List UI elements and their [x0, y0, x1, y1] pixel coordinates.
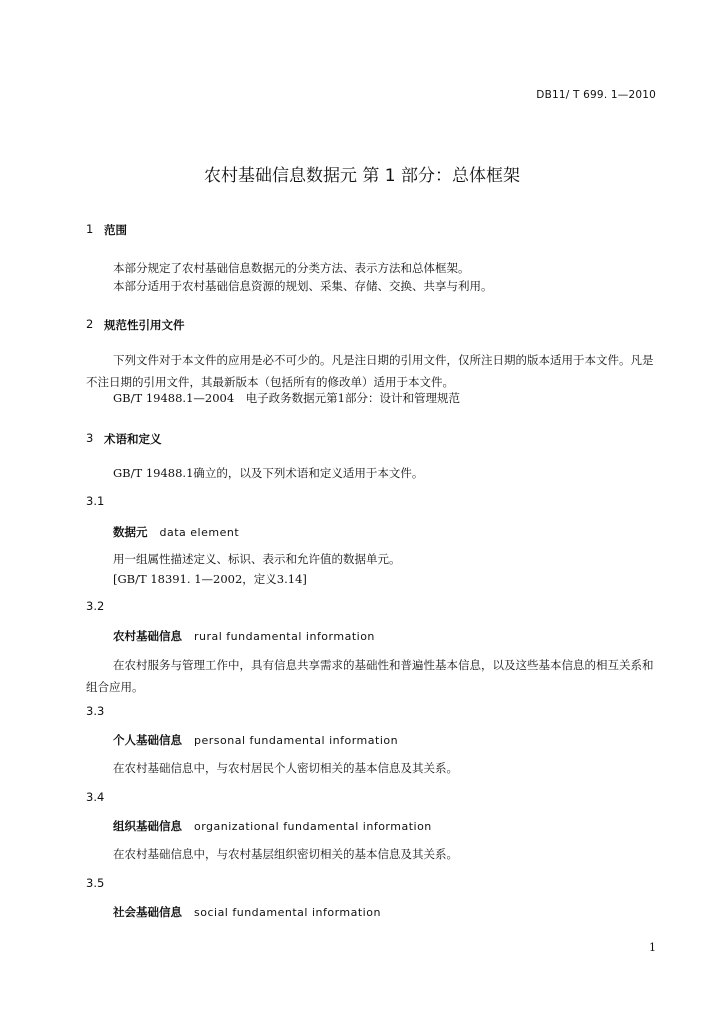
- section-heading: 规范性引用文件: [104, 318, 185, 332]
- document-title: 农村基础信息数据元 第 1 部分：总体框架: [203, 166, 521, 186]
- term-entry: [113, 732, 398, 748]
- clause-number: 3.4: [86, 790, 105, 804]
- page-number: 1: [649, 941, 656, 954]
- term-english: rural fundamental information: [194, 630, 375, 643]
- clause-number: 3.2: [86, 599, 105, 613]
- term-definition: 在农村基础信息中，与农村基层组织密切相关的基本信息及其关系。: [113, 847, 458, 861]
- term-source: [GB/T 18391. 1—2002，定义3.14]: [113, 572, 307, 586]
- term-chinese: 组织基础信息: [113, 819, 182, 833]
- term-entry: [113, 818, 432, 834]
- section-number: 1: [86, 222, 94, 236]
- paragraph: 本部分适用于农村基础信息资源的规划、采集、存储、交换、共享与利用。: [113, 279, 493, 293]
- term-chinese: 个人基础信息: [113, 733, 182, 747]
- paragraph: 本部分规定了农村基础信息数据元的分类方法、表示方法和总体框架。: [113, 261, 470, 275]
- term-english: personal fundamental information: [194, 734, 399, 747]
- term-entry: [113, 524, 239, 540]
- term-definition: 在农村服务与管理工作中，具有信息共享需求的基础性和普遍性基本信息，以及这些基本信息的相互关系和组合应用。: [86, 658, 654, 694]
- term-english: social fundamental information: [194, 906, 381, 919]
- term-english: data element: [159, 526, 240, 539]
- clause-number: 3.1: [86, 494, 105, 508]
- term-english: organizational fundamental information: [194, 820, 432, 833]
- term-entry: [113, 904, 381, 920]
- term-definition: 在农村基础信息中，与农村居民个人密切相关的基本信息及其关系。: [113, 761, 458, 775]
- paragraph: 下列文件对于本文件的应用是必不可少的。凡是注日期的引用文件，仅所注日期的版本适用于本文件。凡是不注日期的引用文件，其最新版本（包括所有的修改单）适用于本文件。: [86, 353, 654, 389]
- term-entry: [113, 628, 375, 644]
- section-heading: 范围: [104, 223, 127, 237]
- section-number: 2: [86, 317, 94, 331]
- section-heading: 术语和定义: [104, 432, 162, 446]
- clause-number: 3.3: [86, 704, 105, 718]
- section-number: 3: [86, 431, 94, 445]
- term-chinese: 社会基础信息: [113, 905, 182, 919]
- standard-code: DB11/ T 699. 1—2010: [536, 89, 656, 101]
- paragraph: GB/T 19488.1确立的，以及下列术语和定义适用于本文件。: [113, 466, 424, 480]
- term-definition: 用一组属性描述定义、标识、表示和允许值的数据单元。: [113, 552, 401, 566]
- normative-reference: GB/T 19488.1—2004 电子政务数据元第1部分：设计和管理规范: [113, 391, 460, 405]
- term-chinese: 数据元: [113, 525, 148, 539]
- term-chinese: 农村基础信息: [113, 629, 182, 643]
- clause-number: 3.5: [86, 876, 105, 890]
